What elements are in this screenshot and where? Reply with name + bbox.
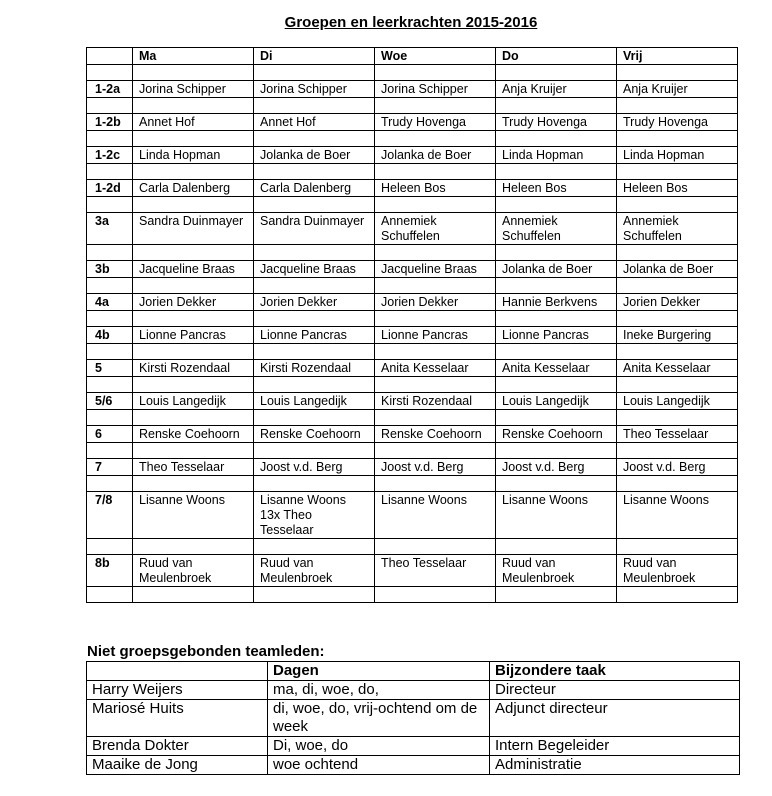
group-cell: 1-2d bbox=[87, 180, 133, 197]
group-cell: 7/8 bbox=[87, 492, 133, 539]
spacer-cell bbox=[133, 587, 254, 603]
spacer-cell bbox=[617, 131, 738, 147]
teacher-cell: Anita Kesselaar bbox=[375, 360, 496, 377]
group-cell: 3a bbox=[87, 213, 133, 245]
spacer-cell bbox=[375, 278, 496, 294]
spacer-row bbox=[87, 164, 738, 180]
spacer-row bbox=[87, 587, 738, 603]
spacer-cell bbox=[375, 98, 496, 114]
teacher-cell: Jorien Dekker bbox=[254, 294, 375, 311]
spacer-cell bbox=[496, 410, 617, 426]
schedule-row bbox=[87, 81, 738, 98]
spacer-cell bbox=[254, 587, 375, 603]
teacher-cell: Renske Coehoorn bbox=[254, 426, 375, 443]
schedule-row bbox=[87, 327, 738, 344]
spacer-row bbox=[87, 539, 738, 555]
teacher-cell: Jorien Dekker bbox=[375, 294, 496, 311]
group-cell: 8b bbox=[87, 555, 133, 587]
spacer-cell bbox=[496, 344, 617, 360]
teacher-cell: Jacqueline Braas bbox=[375, 261, 496, 278]
spacer-cell bbox=[496, 476, 617, 492]
header-do: Do bbox=[496, 48, 617, 65]
spacer-cell bbox=[133, 278, 254, 294]
spacer-cell bbox=[617, 245, 738, 261]
teacher-cell: Carla Dalenberg bbox=[254, 180, 375, 197]
spacer-cell bbox=[254, 197, 375, 213]
team-task-cell: Intern Begeleider bbox=[490, 737, 740, 756]
spacer-cell bbox=[496, 245, 617, 261]
teacher-cell: Joost v.d. Berg bbox=[254, 459, 375, 476]
teacher-cell: Joost v.d. Berg bbox=[496, 459, 617, 476]
spacer-cell bbox=[617, 197, 738, 213]
teacher-cell: Hannie Berkvens bbox=[496, 294, 617, 311]
spacer-cell bbox=[254, 377, 375, 393]
spacer-row bbox=[87, 311, 738, 327]
spacer-cell bbox=[133, 98, 254, 114]
teacher-cell: Lisanne Woons bbox=[375, 492, 496, 539]
teacher-cell: Theo Tesselaar bbox=[375, 555, 496, 587]
schedule-row bbox=[87, 393, 738, 410]
group-cell: 7 bbox=[87, 459, 133, 476]
spacer-cell bbox=[133, 65, 254, 81]
header-di: Di bbox=[254, 48, 375, 65]
spacer-row bbox=[87, 476, 738, 492]
spacer-cell bbox=[254, 344, 375, 360]
team-task-cell: Directeur bbox=[490, 681, 740, 700]
spacer-cell bbox=[87, 65, 133, 81]
schedule-row bbox=[87, 213, 738, 245]
team-header-blank bbox=[87, 662, 268, 681]
group-cell: 4a bbox=[87, 294, 133, 311]
teacher-cell: Annet Hof bbox=[254, 114, 375, 131]
group-cell: 1-2c bbox=[87, 147, 133, 164]
teacher-cell: Jolanka de Boer bbox=[617, 261, 738, 278]
spacer-row bbox=[87, 245, 738, 261]
spacer-cell bbox=[133, 377, 254, 393]
spacer-cell bbox=[87, 98, 133, 114]
spacer-cell bbox=[617, 65, 738, 81]
group-cell: 5/6 bbox=[87, 393, 133, 410]
spacer-cell bbox=[617, 587, 738, 603]
spacer-cell bbox=[617, 476, 738, 492]
team-name-cell: Mariosé Huits bbox=[87, 700, 268, 737]
spacer-cell bbox=[87, 443, 133, 459]
teacher-cell: Kirsti Rozendaal bbox=[254, 360, 375, 377]
spacer-cell bbox=[254, 131, 375, 147]
spacer-cell bbox=[617, 539, 738, 555]
spacer-cell bbox=[133, 476, 254, 492]
spacer-cell bbox=[375, 164, 496, 180]
teacher-cell: Linda Hopman bbox=[496, 147, 617, 164]
teacher-cell: Lionne Pancras bbox=[375, 327, 496, 344]
teacher-cell: Lisanne Woons 13x Theo Tesselaar bbox=[254, 492, 375, 539]
group-cell: 3b bbox=[87, 261, 133, 278]
teacher-cell: Ineke Burgering bbox=[617, 327, 738, 344]
spacer-row bbox=[87, 410, 738, 426]
spacer-cell bbox=[87, 197, 133, 213]
spacer-row bbox=[87, 131, 738, 147]
spacer-row bbox=[87, 65, 738, 81]
teacher-cell: Lionne Pancras bbox=[133, 327, 254, 344]
teacher-cell: Lisanne Woons bbox=[617, 492, 738, 539]
spacer-cell bbox=[617, 344, 738, 360]
spacer-cell bbox=[375, 311, 496, 327]
teacher-cell: Ruud van Meulenbroek bbox=[133, 555, 254, 587]
schedule-row bbox=[87, 492, 738, 539]
teacher-cell: Joost v.d. Berg bbox=[617, 459, 738, 476]
teacher-cell: Trudy Hovenga bbox=[496, 114, 617, 131]
spacer-row bbox=[87, 344, 738, 360]
teacher-cell: Joost v.d. Berg bbox=[375, 459, 496, 476]
teacher-cell: Jorina Schipper bbox=[375, 81, 496, 98]
spacer-cell bbox=[133, 197, 254, 213]
spacer-cell bbox=[87, 278, 133, 294]
team-task-cell: Adjunct directeur bbox=[490, 700, 740, 737]
teacher-cell: Theo Tesselaar bbox=[617, 426, 738, 443]
spacer-cell bbox=[254, 476, 375, 492]
spacer-cell bbox=[87, 245, 133, 261]
teacher-cell: Louis Langedijk bbox=[133, 393, 254, 410]
spacer-cell bbox=[617, 377, 738, 393]
spacer-cell bbox=[87, 476, 133, 492]
teacher-cell: Renske Coehoorn bbox=[133, 426, 254, 443]
teacher-cell: Trudy Hovenga bbox=[375, 114, 496, 131]
team-name-cell: Maaike de Jong bbox=[87, 756, 268, 775]
teacher-cell: Kirsti Rozendaal bbox=[133, 360, 254, 377]
teacher-cell: Lisanne Woons bbox=[133, 492, 254, 539]
teacher-cell: Jolanka de Boer bbox=[496, 261, 617, 278]
schedule-header-row bbox=[87, 48, 738, 65]
spacer-cell bbox=[87, 131, 133, 147]
teacher-cell: Anja Kruijer bbox=[617, 81, 738, 98]
spacer-cell bbox=[375, 377, 496, 393]
spacer-cell bbox=[133, 344, 254, 360]
spacer-cell bbox=[496, 587, 617, 603]
teacher-cell: Ruud van Meulenbroek bbox=[254, 555, 375, 587]
teacher-cell: Theo Tesselaar bbox=[133, 459, 254, 476]
teacher-cell: Annemiek Schuffelen bbox=[496, 213, 617, 245]
spacer-cell bbox=[133, 245, 254, 261]
spacer-cell bbox=[617, 278, 738, 294]
spacer-cell bbox=[496, 131, 617, 147]
team-days-cell: Di, woe, do bbox=[268, 737, 490, 756]
teacher-cell: Jolanka de Boer bbox=[375, 147, 496, 164]
teacher-cell: Louis Langedijk bbox=[617, 393, 738, 410]
team-table bbox=[86, 661, 740, 775]
spacer-cell bbox=[496, 197, 617, 213]
schedule-row bbox=[87, 147, 738, 164]
teacher-cell: Lionne Pancras bbox=[496, 327, 617, 344]
team-header-dagen: Dagen bbox=[268, 662, 490, 681]
teacher-cell: Linda Hopman bbox=[617, 147, 738, 164]
spacer-cell bbox=[496, 539, 617, 555]
schedule-table bbox=[86, 47, 738, 603]
spacer-row bbox=[87, 197, 738, 213]
spacer-cell bbox=[133, 164, 254, 180]
spacer-cell bbox=[375, 197, 496, 213]
teacher-cell: Renske Coehoorn bbox=[375, 426, 496, 443]
spacer-cell bbox=[87, 377, 133, 393]
team-heading bbox=[87, 643, 325, 660]
spacer-cell bbox=[133, 539, 254, 555]
spacer-cell bbox=[617, 410, 738, 426]
spacer-cell bbox=[87, 587, 133, 603]
spacer-cell bbox=[375, 476, 496, 492]
group-cell: 5 bbox=[87, 360, 133, 377]
spacer-cell bbox=[254, 539, 375, 555]
teacher-cell: Anita Kesselaar bbox=[617, 360, 738, 377]
spacer-cell bbox=[254, 410, 375, 426]
teacher-cell: Annemiek Schuffelen bbox=[617, 213, 738, 245]
spacer-row bbox=[87, 98, 738, 114]
teacher-cell: Heleen Bos bbox=[496, 180, 617, 197]
group-cell: 1-2a bbox=[87, 81, 133, 98]
spacer-cell bbox=[133, 311, 254, 327]
schedule-row bbox=[87, 261, 738, 278]
schedule-row bbox=[87, 114, 738, 131]
teacher-cell: Jacqueline Braas bbox=[254, 261, 375, 278]
spacer-cell bbox=[254, 245, 375, 261]
schedule-row bbox=[87, 360, 738, 377]
spacer-cell bbox=[375, 443, 496, 459]
teacher-cell: Sandra Duinmayer bbox=[254, 213, 375, 245]
header-woe: Woe bbox=[375, 48, 496, 65]
team-name-cell: Harry Weijers bbox=[87, 681, 268, 700]
spacer-cell bbox=[87, 164, 133, 180]
team-name-cell: Brenda Dokter bbox=[87, 737, 268, 756]
header-ma: Ma bbox=[133, 48, 254, 65]
document-title: Groepen en leerkrachten 2015-2016 bbox=[284, 14, 538, 31]
teacher-cell: Lionne Pancras bbox=[254, 327, 375, 344]
spacer-cell bbox=[254, 98, 375, 114]
team-heading-text: Niet groepsgebonden teamleden: bbox=[87, 643, 325, 660]
teacher-cell: Jorien Dekker bbox=[617, 294, 738, 311]
spacer-row bbox=[87, 377, 738, 393]
teacher-cell: Sandra Duinmayer bbox=[133, 213, 254, 245]
schedule-row bbox=[87, 180, 738, 197]
spacer-row bbox=[87, 278, 738, 294]
group-cell: 6 bbox=[87, 426, 133, 443]
spacer-cell bbox=[254, 65, 375, 81]
team-row bbox=[87, 756, 740, 775]
teacher-cell: Jorina Schipper bbox=[133, 81, 254, 98]
spacer-cell bbox=[617, 98, 738, 114]
spacer-row bbox=[87, 443, 738, 459]
spacer-cell bbox=[496, 164, 617, 180]
teacher-cell: Louis Langedijk bbox=[496, 393, 617, 410]
header-vrij: Vrij bbox=[617, 48, 738, 65]
teacher-cell: Kirsti Rozendaal bbox=[375, 393, 496, 410]
team-header-row bbox=[87, 662, 740, 681]
team-days-cell: di, woe, do, vrij-ochtend om de week bbox=[268, 700, 490, 737]
spacer-cell bbox=[496, 278, 617, 294]
schedule-row bbox=[87, 555, 738, 587]
spacer-cell bbox=[617, 164, 738, 180]
team-days-cell: ma, di, woe, do, bbox=[268, 681, 490, 700]
spacer-cell bbox=[496, 311, 617, 327]
teacher-cell: Jolanka de Boer bbox=[254, 147, 375, 164]
spacer-cell bbox=[87, 344, 133, 360]
teacher-cell: Renske Coehoorn bbox=[496, 426, 617, 443]
spacer-cell bbox=[254, 164, 375, 180]
team-row bbox=[87, 681, 740, 700]
spacer-cell bbox=[617, 443, 738, 459]
teacher-cell: Linda Hopman bbox=[133, 147, 254, 164]
spacer-cell bbox=[254, 443, 375, 459]
team-row bbox=[87, 737, 740, 756]
team-task-cell: Administratie bbox=[490, 756, 740, 775]
teacher-cell: Anja Kruijer bbox=[496, 81, 617, 98]
teacher-cell: Annet Hof bbox=[133, 114, 254, 131]
group-cell: 1-2b bbox=[87, 114, 133, 131]
teacher-cell: Jorien Dekker bbox=[133, 294, 254, 311]
spacer-cell bbox=[375, 587, 496, 603]
team-row bbox=[87, 700, 740, 737]
spacer-cell bbox=[254, 311, 375, 327]
spacer-cell bbox=[375, 344, 496, 360]
team-days-cell: woe ochtend bbox=[268, 756, 490, 775]
spacer-cell bbox=[87, 539, 133, 555]
teacher-cell: Ruud van Meulenbroek bbox=[496, 555, 617, 587]
schedule-row bbox=[87, 294, 738, 311]
spacer-cell bbox=[87, 311, 133, 327]
spacer-cell bbox=[375, 410, 496, 426]
spacer-cell bbox=[496, 443, 617, 459]
spacer-cell bbox=[87, 410, 133, 426]
teacher-cell: Jacqueline Braas bbox=[133, 261, 254, 278]
group-cell: 4b bbox=[87, 327, 133, 344]
teacher-cell: Lisanne Woons bbox=[496, 492, 617, 539]
teacher-cell: Trudy Hovenga bbox=[617, 114, 738, 131]
spacer-cell bbox=[496, 98, 617, 114]
teacher-cell: Heleen Bos bbox=[375, 180, 496, 197]
teacher-cell: Carla Dalenberg bbox=[133, 180, 254, 197]
schedule-row bbox=[87, 459, 738, 476]
schedule-row bbox=[87, 426, 738, 443]
spacer-cell bbox=[375, 65, 496, 81]
spacer-cell bbox=[133, 443, 254, 459]
spacer-cell bbox=[133, 410, 254, 426]
spacer-cell bbox=[375, 131, 496, 147]
header-blank bbox=[87, 48, 133, 65]
teacher-cell: Ruud van Meulenbroek bbox=[617, 555, 738, 587]
teacher-cell: Jorina Schipper bbox=[254, 81, 375, 98]
spacer-cell bbox=[375, 539, 496, 555]
spacer-cell bbox=[375, 245, 496, 261]
teacher-cell: Anita Kesselaar bbox=[496, 360, 617, 377]
team-header-taak: Bijzondere taak bbox=[490, 662, 740, 681]
teacher-cell: Annemiek Schuffelen bbox=[375, 213, 496, 245]
spacer-cell bbox=[133, 131, 254, 147]
teacher-cell: Louis Langedijk bbox=[254, 393, 375, 410]
teacher-cell: Heleen Bos bbox=[617, 180, 738, 197]
spacer-cell bbox=[496, 377, 617, 393]
spacer-cell bbox=[496, 65, 617, 81]
spacer-cell bbox=[254, 278, 375, 294]
spacer-cell bbox=[617, 311, 738, 327]
